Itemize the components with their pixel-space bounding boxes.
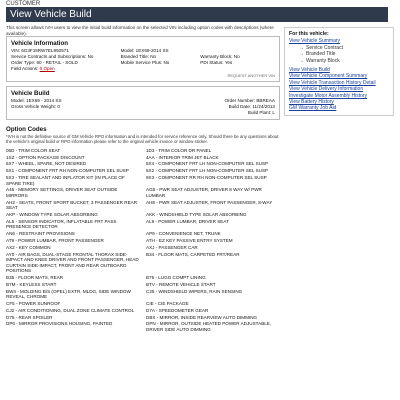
option-code-item: AY0 - AIR BAGS, DUAL-STAGE FRONTAL THORAX SIDE-IMPACT AND KNEE DRIVER AND FRONT PASSENGER, HEAD CURTAIN SIDE-IMPACT, FRONT AND REAR OUTBOARD POSITIONS: [6, 251, 139, 274]
option-code-item: AX2 - KEY COMMON: [6, 244, 51, 250]
sidebar: [284, 27, 394, 116]
vehicle-information-title: Vehicle Information: [11, 40, 69, 47]
vehicle-build-grid: [11, 98, 275, 116]
option-code-item: AXJ - PASSENGER CAR: [146, 244, 198, 250]
option-code-item: CJ2 - AIR CONDITIONING, DUAL ZONE CLIMATE CONTROL: [6, 307, 135, 313]
sidebar-link[interactable]: Investigate Motor Assembly History: [289, 92, 368, 99]
option-code-item: BTV - REMOTE VEHICLE START: [146, 281, 216, 287]
option-code-item: DP6 - MIRROR PROVISIONS HOUSING, PAINTED: [6, 321, 113, 327]
request-another-vin-link[interactable]: REQUEST ANOTHER VIN: [227, 73, 275, 79]
field-actions-row: [11, 66, 275, 72]
info-cell: PDI Status: Yes: [200, 59, 233, 65]
option-code-item: B34 - FLOOR MATS, CARPETED FRT/REAR: [146, 251, 240, 257]
sidebar-title: For this vehicle:: [289, 31, 329, 37]
option-code-item: AH8 - PWR SEAT ADJUSTER, FRONT PASSENGER, 8-WAY: [146, 199, 273, 205]
option-codes-note: *IVH is not the definitive source of GM Vehicle RPO information and is intended for service reference only. Should there be any questions about the vehicle's original build or RPO information please refer to the original vehicle invoice or window sticker.: [6, 134, 279, 145]
info-row: [11, 60, 275, 66]
arrow-right-icon: →: [299, 44, 304, 51]
option-code-item: D7A - SPEEDOMETER GEAR: [146, 307, 209, 313]
build-date: Build Date: 11/24/2013: [228, 104, 275, 110]
option-code-item: AH2 - SEATS, FRONT SPORT BUCKET, 3 PASSENGER REAR SEAT: [6, 199, 138, 211]
build-order-number: Order Number: BBREAA: [224, 98, 275, 104]
option-code-item: AKP - WINDOW TYPE SOLAR ABSORBING: [6, 212, 98, 218]
info-cell: Branded Title: No: [120, 53, 157, 59]
option-code-item: 5X7 - WHEEL, SPARE, NOT DESIRED: [6, 161, 87, 167]
top-label: CUSTOMER: [6, 1, 41, 7]
option-code-item: 06D - TRIM COLOR SEAT: [6, 147, 61, 153]
vehicle-build-section: [6, 86, 280, 120]
option-codes-section: [6, 124, 280, 336]
option-code-item: 5X1 - COMPONENT FRT RH NON-COMPUTER SEL SUSP: [6, 168, 129, 174]
arrow-right-icon: →: [299, 57, 304, 64]
option-code-item: C25 - WINDSHIELD WIPERS, RAIN SENSING: [146, 288, 243, 294]
option-code-item: BW4 - MOLDING B/S (OPEL) EXTR. MLDG, SIDE WINDOW REVEAL, CHROME: [6, 288, 131, 300]
info-cell: Mobile Service Plus: No: [120, 59, 170, 65]
option-code-item: AG8 - PWR SEAT ADJUSTER, DRIVER 8 WAY W/ PWR LUMBAR: [146, 187, 262, 198]
sidebar-link[interactable]: View Vehicle Component Summary: [289, 73, 368, 80]
sidebar-subitem-label: Warranty Block: [306, 57, 340, 64]
option-code-item: 1D3 - TRIM COLOR DR PANEL: [146, 147, 212, 153]
option-code-item: DBX - MIRROR, INSIDE REARVIEW AUTO DIMMING: [146, 314, 258, 320]
info-cell: Model: 1EX69-2014 SS: [120, 48, 169, 53]
arrow-right-icon: →: [299, 51, 304, 58]
option-code-item: DPN - MIRROR, OUTSIDE HEATED POWER ADJUSTABLE, DRIVER SIDE AUTO DIMMING: [146, 321, 272, 332]
sidebar-link[interactable]: View Vehicle Transaction History Detail: [289, 79, 376, 86]
option-code-item: 5X3 - TIRE SEALANT AND INFLATOR KIT (IN PLACE OF SPARE TIRE): [6, 174, 125, 186]
build-gvw: Gross Vehicle Weight: 0: [11, 104, 60, 110]
page-title: View Vehicle Build: [6, 7, 388, 22]
sidebar-subitem-label: Branded Title: [306, 51, 336, 58]
option-code-item: CF5 - POWER SUNROOF: [6, 301, 61, 307]
sidebar-link[interactable]: View Vehicle Delivery Information: [289, 86, 364, 93]
option-code-item: B35 - FLOOR MATS, REAR: [6, 275, 64, 281]
option-code-item: D75 - REAR SPOILER: [6, 314, 53, 320]
option-code-item: 9X3 - COMPONENT RR RH NON-COMPUTER SEL SUSP: [146, 174, 267, 180]
sidebar-link[interactable]: View Vehicle Build: [289, 67, 330, 74]
option-code-item: AL9 - POWER LUMBAR, DRIVER SEAT: [146, 218, 229, 224]
option-codes-grid: [6, 148, 280, 334]
option-code-item: 4AA - INTERIOR TRIM JET BLACK: [146, 154, 219, 160]
option-code-item: B7M - KEYLESS START: [6, 281, 57, 287]
info-cell: VIN: 6G3F15RW7EL950571: [11, 48, 69, 53]
option-code-item: A45 - MEMORY SETTINGS, DRIVER SEAT OUTSIDE MIRRORS: [6, 187, 118, 198]
option-code-item: AP9 - CONVENIENCE NET, TRUNK: [146, 231, 221, 237]
field-actions-link[interactable]: 0 Open: [39, 66, 55, 72]
option-code-item: B75 - LUGG COMPT LINING: [146, 275, 206, 281]
sidebar-items: [289, 38, 389, 111]
vehicle-information-section: [6, 36, 280, 82]
option-code-item: 5X2 - COMPONENT FRT LH NON-COMPUTER SEL SUSP: [146, 168, 269, 174]
option-code-item: 5X4 - COMPONENT FRT LH NON-COMPUTER SEL SUSP: [146, 161, 269, 167]
option-code-item: CIE - CIE PACKAGE: [146, 301, 189, 307]
sidebar-subitem-label: Service Contract: [306, 44, 343, 51]
build-plant: Build Plant: L: [247, 110, 275, 116]
build-model: Model: 1EX69 - 2014 SS: [11, 98, 62, 104]
sidebar-link[interactable]: GM Warranty Job Aid: [289, 105, 337, 112]
field-actions-label: Field Actions:: [11, 66, 39, 72]
option-code-item: ATH - EZ KEY PASSIVE ENTRY SYSTEM: [146, 237, 233, 243]
option-code-item: AL5 - SENSOR INDICATOR, INFLATABLE FRT PASS PRESENCE DETECTOR: [6, 218, 117, 230]
option-code-item: 1SZ - OPTION PACKAGE DISCOUNT: [6, 154, 85, 160]
main-content: [6, 36, 280, 340]
sidebar-subitem: [289, 58, 389, 64]
info-cell: Service Contracts and Subscriptions: No: [11, 53, 94, 59]
option-code-item: AN6 - RESTRAINT PROVISIONS: [6, 231, 75, 237]
option-code-item: AKK - WINDSHIELD TYPE SOLAR ABSORBING: [146, 212, 247, 218]
info-cell: Warranty Block: No: [200, 53, 240, 59]
option-code-item: AT9 - POWER LUMBAR, FRONT PASSENGER: [6, 237, 104, 243]
sidebar-link[interactable]: View Battery History: [289, 99, 334, 106]
page-description: This screen allows IVH users to view the initial build information on the selected VIN including option codes with descriptions (where available).: [6, 25, 274, 36]
vehicle-build-title: Vehicle Build: [11, 90, 50, 98]
sidebar-link[interactable]: View Vehicle Summary: [289, 38, 341, 45]
info-cell: Order Type: 60 - RETAIL - SOLD: [11, 59, 78, 65]
option-codes-title: Option Codes: [6, 126, 47, 134]
